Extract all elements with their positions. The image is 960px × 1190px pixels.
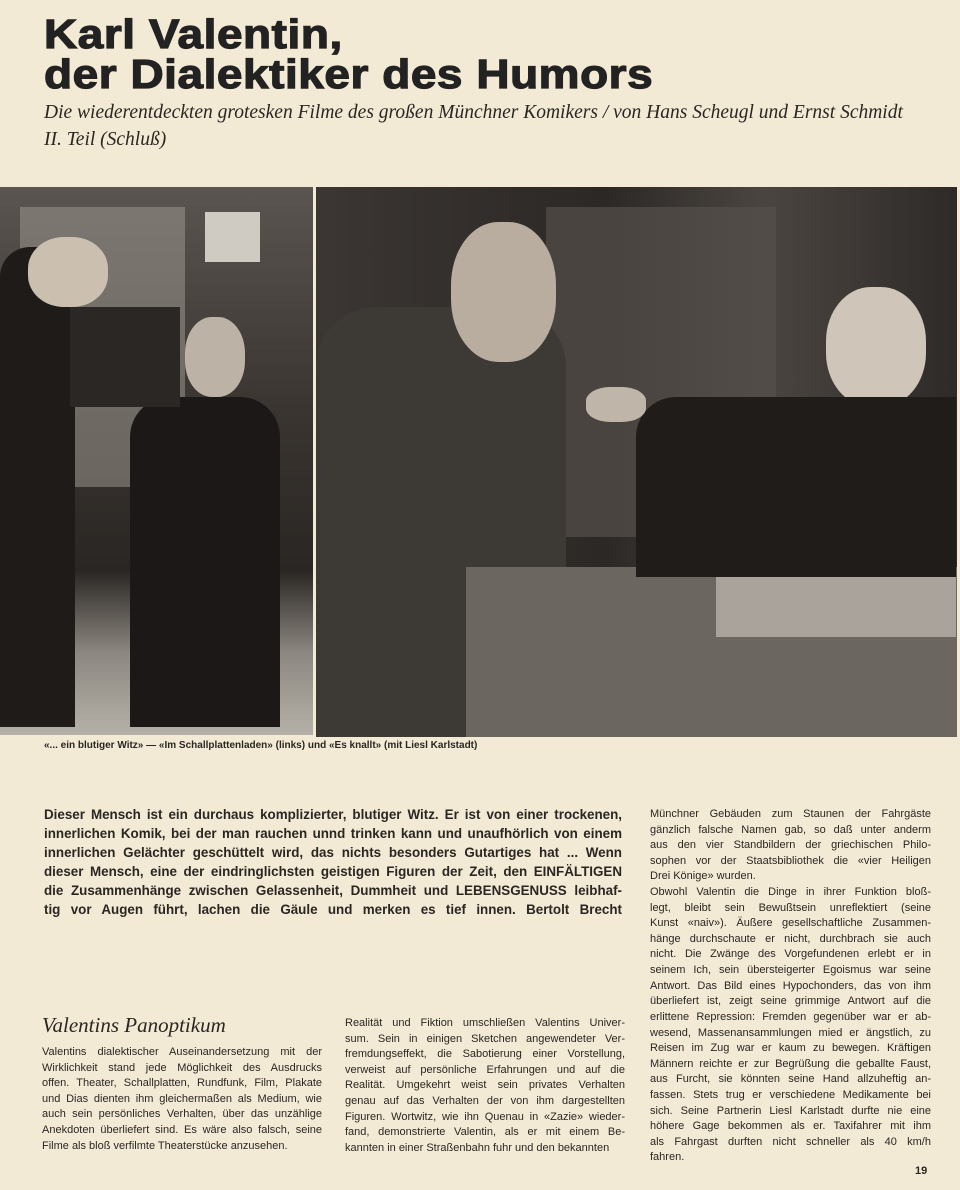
text-line: Figuren. Wortwitz, wie ihn Quenau in «Zazie» wieder-	[345, 1110, 625, 1123]
text-line: nicht. Die Zwänge des Vorgefundenen erlebt er in	[650, 948, 931, 961]
article-subtitle	[44, 99, 903, 153]
text-line: Realität und Fiktion umschließen Valentins Univer-	[345, 1017, 625, 1029]
text-line: Filme als bloß verfilmte Theaterstücke anzusehen.	[42, 1139, 288, 1152]
text-line: innerlichen Komik, bei der man rauchen unnd trinken kann und unaufhörlich von einem	[44, 826, 622, 842]
text-line: kannten in einer Straßenbahn fuhr und den bekannten	[345, 1141, 610, 1154]
text-line: sum. Sein in einigen Sketchen angewendeter Ver-	[345, 1032, 625, 1045]
text-line: Realität. Umgekehrt weist sein privates Verhalten	[345, 1079, 625, 1092]
text-line: sich. Seine Partnerin Liesl Karlstadt durfte nie eine	[650, 1104, 931, 1117]
photo-record-shop-scene	[0, 187, 313, 735]
text-line: Dieser Mensch ist ein durchaus komplizierter, blutiger Witz. Er ist von einer trockenen,	[44, 807, 622, 822]
text-line: und Dias dienten ihm gleichermaßen als Medium, wie	[42, 1092, 322, 1105]
text-line: als Fahrgast durften nicht schneller als 40 km/h	[650, 1135, 931, 1148]
text-line: Drei Könige» wurden.	[650, 870, 756, 883]
photo-es-knallt-scene	[316, 187, 957, 737]
text-line: Valentins dialektischer Auseinandersetzung mit der	[42, 1046, 322, 1058]
section-heading: Valentins Panoptikum	[42, 1013, 226, 1037]
text-line: Männern reichte er zur Begrüßung die geballte Faust,	[650, 1057, 931, 1070]
text-line: genau auf das Verhalten der von ihm dargestellten	[345, 1095, 625, 1108]
text-line: aus Furcht, sie könnten seine Hand allzuheftig an-	[650, 1073, 931, 1086]
text-line: erlittene Repression: Fremden gegenüber war er ab-	[650, 1010, 931, 1023]
body-column-middle	[345, 1016, 625, 1156]
text-line: Wirklichkeit stand jede Möglichkeit des Ausdrucks	[42, 1061, 322, 1074]
text-line: Kunst «naiv»). Äußere gesellschaftliche Zusammen-	[650, 917, 931, 930]
text-line: innerlichen Gelächter geschüttelt wird, das nichts besonders Gutartiges hat ... Wenn	[44, 845, 622, 861]
page-number: 19	[915, 1165, 928, 1177]
text-line: legt, bleibt sein Bewußtsein unreflektiert (seine	[650, 901, 931, 914]
text-line: tig vor Augen führt, lachen die Gäule und merken es tief innen. Bertolt Brecht	[44, 902, 622, 918]
text-line: fand, demonstrierte Valentin, als er mit einem Be-	[345, 1126, 625, 1139]
text-line: höhere Gage bekommen als er. Taxifahrer mit ihm	[650, 1120, 931, 1133]
text-line: verweist auf persönliche Erfahrungen und auf die	[345, 1063, 625, 1076]
photo-caption: «... ein blutiger Witz» — «Im Schallplattenladen» (links) und «Es knallt» (mit Liesl Karlstadt)	[44, 740, 478, 751]
brecht-quote	[44, 804, 622, 918]
text-line: seinem Ich, sein übersteigerter Egoismus war seine	[650, 964, 931, 977]
text-line: Münchner Gebäuden zum Staunen der Fahrgäste	[650, 808, 931, 820]
text-line: fahren.	[650, 1151, 685, 1164]
text-line: sophen vor der Staatsbibliothek die «vier Heiligen	[650, 854, 931, 867]
text-line: offen. Theater, Schallplatten, Rundfunk, Film, Plakate	[42, 1077, 322, 1090]
text-line: Antwort. Das Bild eines Hypochonders, das von ihm	[650, 979, 931, 992]
text-line: dieser Mensch, eine der eindringlichsten geistigen Figuren der Zeit, den EINFÄLTIGEN	[44, 864, 622, 880]
text-line: Obwohl Valentin die Dinge in ihrer Funktion bloß-	[650, 886, 931, 899]
article-title	[44, 11, 654, 97]
body-column-left	[42, 1045, 322, 1154]
body-column-right	[650, 806, 931, 1165]
text-line: die Zusammenhänge zwischen Gelassenheit, Dummheit und LEBENSGENUSS leibhaf-	[44, 883, 622, 899]
subtitle-line-1: Die wiederentdeckten grotesken Filme des großen Münchner Komikers / von Hans Scheugl und Ernst Schmidt	[44, 102, 903, 123]
title-line-2: der Dialektiker des Humors	[44, 51, 654, 97]
text-line: fremdungseffekt, die Sabotierung einer Vorstellung,	[345, 1048, 625, 1061]
text-line: wesend, Massenansammlungen mied er ängstlich, zu	[650, 1026, 931, 1039]
subtitle-line-2: II. Teil (Schluß)	[44, 129, 167, 150]
text-line: Reisen im Zug war er kaum zu bewegen. Kräftigen	[650, 1042, 931, 1055]
text-line: fassen. Stets trug er verschiedene Medikamente bei	[650, 1088, 931, 1101]
text-line: gänzlich falsche Namen gab, so daß unter anderm	[650, 823, 931, 836]
text-line: überliefert ist, zeigt seine grimmige Antwort auf die	[650, 995, 931, 1008]
text-line: aus den vier Standbildern der griechischen Philo-	[650, 839, 931, 852]
title-line-1: Karl Valentin,	[44, 11, 343, 57]
text-line: auch sein persönliches Verhalten, über das unzählige	[42, 1108, 322, 1121]
text-line: hänge durchschaute er nicht, durchbrach sie auch	[650, 932, 931, 945]
text-line: Anekdoten überliefert sind. Es wäre also falsch, seine	[42, 1124, 322, 1137]
